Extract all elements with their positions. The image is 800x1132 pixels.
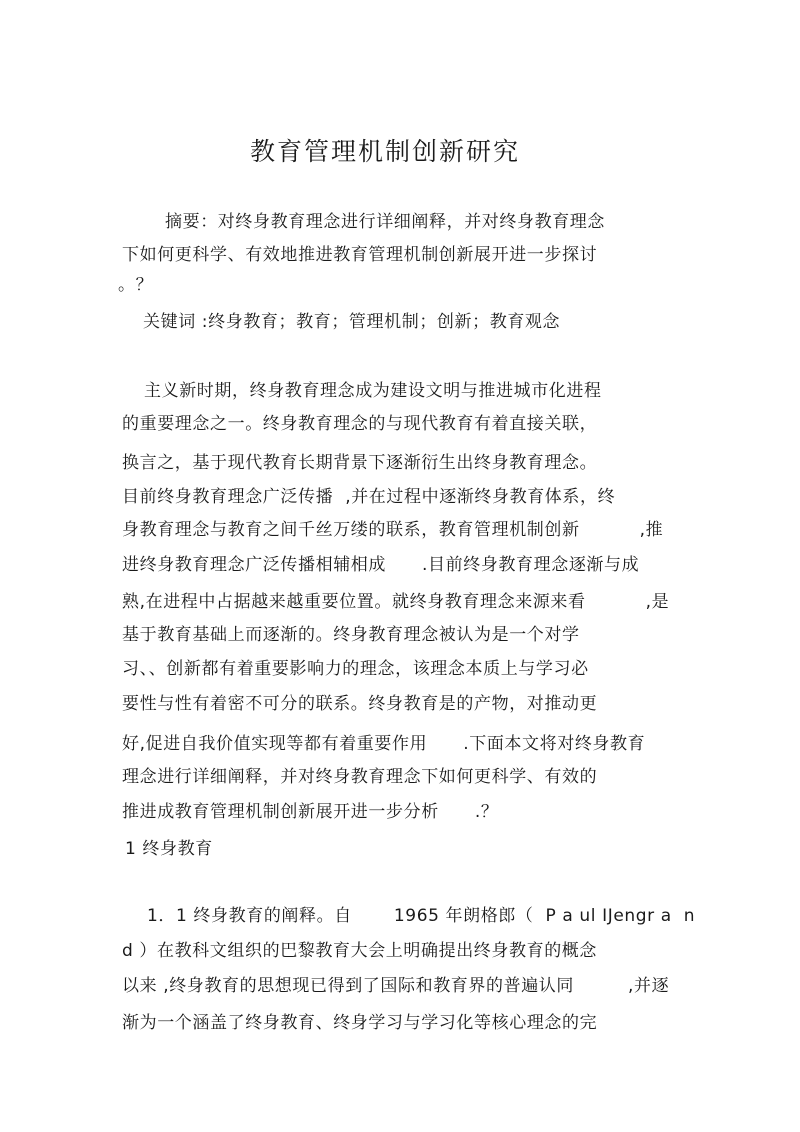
abstract-line: 下如何更科学、有效地推进教育管理机制创新展开进一步探讨 bbox=[122, 245, 598, 265]
body-line: 进终身教育理念广泛传播相辅相成 .目前终身教育理念逐渐与成 bbox=[122, 555, 640, 575]
body-line: d ）在教科文组织的巴黎教育大会上明确提出终身教育的概念 bbox=[122, 941, 597, 961]
body-line: 基于教育基础上而逐渐的。终身教育理念被认为是一个对学 bbox=[122, 625, 580, 645]
abstract-line: 。？ bbox=[118, 275, 154, 295]
section-heading: 1 终身教育 bbox=[125, 839, 213, 859]
body-line: 推进成教育管理机制创新展开进一步分析 .？ bbox=[122, 802, 499, 822]
body-line: 目前终身教育理念广泛传播 ,并在过程中逐渐终身教育体系，终 bbox=[122, 487, 616, 507]
body-line: 1．1 终身教育的阐释。自 1965 年朗格郎（ P a ul IJengr a n bbox=[147, 906, 696, 926]
keywords-line: 关键词 :终身教育；教育；管理机制；创新；教育观念 bbox=[143, 312, 561, 332]
body-line: 的重要理念之一。终身教育理念的与现代教育有着直接关联， bbox=[122, 414, 598, 434]
body-line: 身教育理念与教育之间千丝万缕的联系，教育管理机制创新 ,推 bbox=[122, 520, 664, 540]
body-line: 要性与性有着密不可分的联系。终身教育是的产物，对推动更 bbox=[122, 694, 598, 714]
body-line: 理念进行详细阐释，并对终身教育理念下如何更科学、有效的 bbox=[122, 767, 598, 787]
body-line: 好,促进自我价值实现等都有着重要作用 .下面本文将对终身教育 bbox=[122, 734, 646, 754]
document-title: 教育管理机制创新研究 bbox=[249, 137, 520, 166]
body-line: 渐为一个涵盖了终身教育、终身学习与学习化等核心理念的完 bbox=[122, 1013, 598, 1033]
body-line: 主义新时期，终身教育理念成为建设文明与推进城市化进程 bbox=[144, 381, 602, 401]
body-line: 以来 ,终身教育的思想现已得到了国际和教育界的普遍认同 ,并逐 bbox=[122, 976, 670, 996]
abstract-line: 摘要：对终身教育理念进行详细阐释，并对终身教育理念 bbox=[165, 212, 605, 232]
body-line: 换言之，基于现代教育长期背景下逐渐衍生出终身教育理念。 bbox=[122, 453, 598, 473]
body-line: 习、、创新都有着重要影响力的理念，该理念本质上与学习必 bbox=[122, 659, 589, 679]
body-line: 熟,在进程中占据越来越重要位置。就终身教育理念来源来看 ,是 bbox=[122, 592, 670, 612]
